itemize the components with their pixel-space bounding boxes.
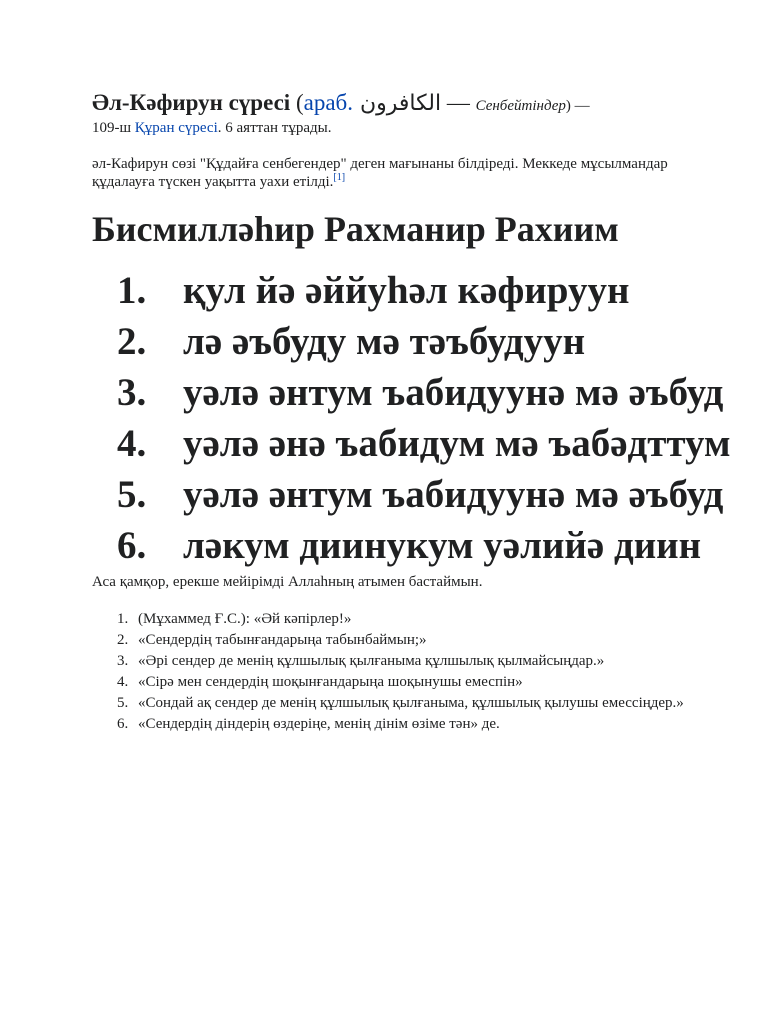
article-content [92,90,731,735]
translation-item-number: 6. [117,716,129,732]
translation-item [92,672,712,693]
ayah-item [92,520,732,571]
paren-close: ) — [565,98,590,114]
ayah-item-number: 3. [117,371,147,414]
translation-item-text: «Сендердің табынғандарыңа табынбаймын;» [138,632,427,648]
translation-list [92,609,712,735]
translation-item-number: 5. [117,695,129,711]
translation-item [92,714,712,735]
intro-paragraph [92,92,712,139]
translation-item-text: (Мұхаммед Ғ.С.): «Әй кәпірлер!» [138,611,352,627]
translation-item [92,693,712,714]
bismillah-translation: Аса қамқор, ерекше мейірімді Аллаһның атымен бастаймын. [92,574,483,590]
translation-item [92,609,712,630]
surah-number: 109-ш [92,120,135,136]
ayah-item-number: 6. [117,524,147,567]
ayah-item [92,316,732,367]
ayah-item-text: уәлә әнә ъабидум мә ъабәдттум [183,422,731,465]
ayah-item-text: қул йә әййуһәл кәфируун [183,269,630,312]
translation-item-text: «Әрі сендер де менің құлшылық қылғаныма құлшылық қылмайсыңдар.» [138,653,605,669]
ayah-item-number: 5. [117,473,147,516]
ayah-item [92,367,732,418]
dash-separator: — [441,90,476,115]
paren-open: ( [290,90,304,115]
quran-surah-link[interactable]: Құран сүресі [134,120,218,136]
translation-item [92,651,712,672]
arabic-name: الكافرون [352,91,442,116]
ayah-item [92,265,732,316]
translation-item-text: «Сірә мен сендердің шоқынғандарыңа шоқынушы емеспін» [138,674,523,690]
meaning-paragraph [92,155,712,191]
ayah-item [92,418,732,469]
ayah-item-text: уәлә әнтум ъабидуунә мә әъбуд [183,371,724,414]
bismillah-heading: Бисмилләһир Рахманир Рахиим [92,209,619,249]
meaning-text: әл-Кафирун сөзі "Құдайға сенбегендер" деген мағынаны білдіреді. Меккеде мұсылмандар құдалауға түскен уақытта уахи етілді. [92,156,668,190]
surah-title: Әл-Кәфирун сүресі [92,90,291,115]
ayat-count-text: . 6 аяттан тұрады. [217,120,332,136]
arabic-language-link[interactable]: араб. [303,90,353,115]
translation-item-number: 3. [117,653,129,669]
ayah-item-number: 2. [117,320,147,363]
ayah-item-text: лә әъбуду мә тәъбудуун [183,320,586,363]
reference-footnote[interactable] [333,172,345,183]
translation-item-number: 2. [117,632,129,648]
translation-item-number: 4. [117,674,129,690]
ayah-item-number: 4. [117,422,147,465]
translation-item-number: 1. [117,611,129,627]
translation-item [92,630,712,651]
ayah-item [92,469,732,520]
translation-item-text: «Сендердің діндерің өздеріңе, менің дінім өзіме тән» де. [138,716,500,732]
translation-item-text: «Сондай ақ сендер де менің құлшылық қылғаныма, құлшылық қылушы емессіңдер.» [138,695,684,711]
ayah-item-text: уәлә әнтум ъабидуунә мә әъбуд [183,473,724,516]
ayah-item-number: 1. [117,269,147,312]
reference-link[interactable]: [1] [333,172,346,183]
title-meaning: Сенбейтіндер [475,98,566,114]
ayat-list [92,265,732,571]
ayah-item-text: ләкум диинукум уәлийә диин [183,524,702,567]
